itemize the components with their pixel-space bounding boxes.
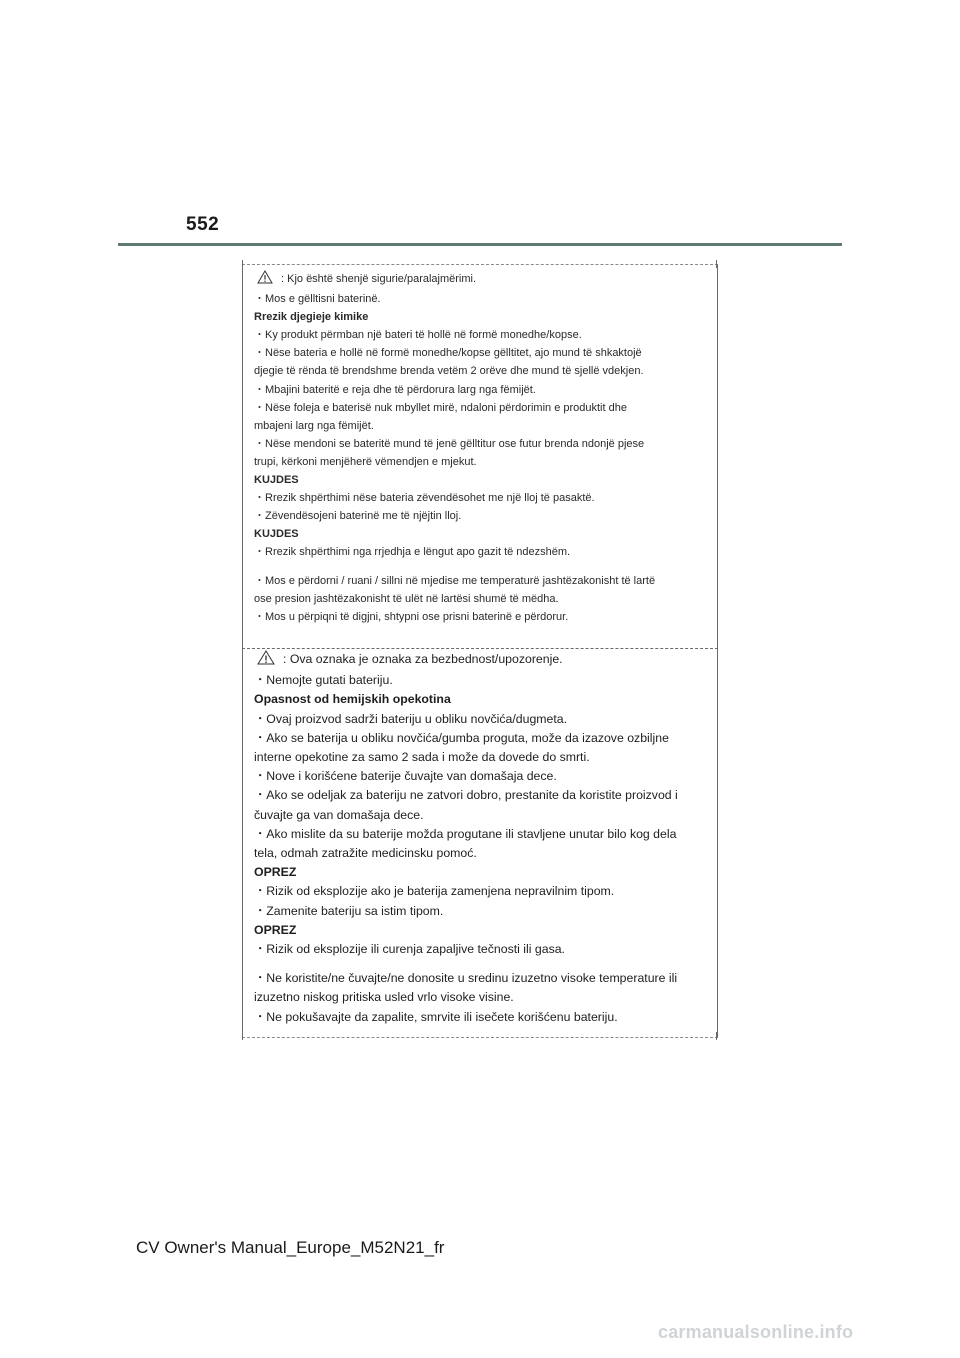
albanian-text-line: trupi, kërkoni menjëherë vëmendjen e mjekut. (254, 455, 477, 468)
serbian-text-line: čuvajte ga van domašaja dece. (254, 807, 424, 822)
serbian-lines (254, 671, 700, 1027)
serbian-warning-heading (254, 650, 700, 671)
corner-tick-top-right (716, 260, 717, 268)
albanian-text-line: ・Mos e gëlltisni baterinë. (254, 293, 381, 306)
albanian-section-heading: Rrezik djegieje kimike (254, 311, 369, 324)
corner-tick-bottom-right (716, 1032, 717, 1040)
serbian-text-line: ・Ne koristite/ne čuvajte/ne donosite u sredinu izuzetno visoke temperature ili (254, 971, 678, 986)
header-rule (118, 243, 842, 246)
albanian-text-line: ・Mbajini bateritë e reja dhe të përdorura larg nga fëmijët. (254, 383, 536, 396)
albanian-text-line: djegie të rënda të brendshme brenda vetëm 2 orëve dhe mund të sjellë vdekjen. (254, 365, 644, 378)
serbian-section-heading: OPREZ (254, 865, 297, 880)
serbian-text-line: ・Nemojte gutati bateriju. (254, 673, 393, 688)
albanian-section-heading: KUJDES (254, 528, 299, 541)
albanian-text-line: mbajeni larg nga fëmijët. (254, 419, 374, 432)
serbian-text-line: ・Ako se odeljak za bateriju ne zatvori dobro, prestanite da koristite proizvod i (254, 788, 678, 803)
albanian-warning-heading (254, 270, 700, 290)
warning-triangle-icon (257, 650, 275, 671)
corner-tick-top-left (242, 260, 243, 268)
serbian-text-line: ・Ovaj proizvod sadrži bateriju u obliku novčića/dugmeta. (254, 711, 568, 726)
footer-label: CV Owner's Manual_Europe_M52N21_fr (136, 1238, 445, 1257)
albanian-text-line: ・Nëse bateria e hollë në formë monedhe/kopse gëlltitet, ajo mund të shkaktojë (254, 347, 642, 360)
serbian-text-line: ・Ako mislite da su baterije možda progutane ili stavljene unutar bilo kog dela (254, 826, 677, 841)
serbian-text-line: ・Nove i korišćene baterije čuvajte van domašaja dece. (254, 769, 557, 784)
corner-tick-bottom-left (242, 1032, 243, 1040)
serbian-warning-symbol-label: : Ova oznaka je oznaka za bezbednost/upozorenje. (283, 652, 563, 666)
albanian-section-heading: KUJDES (254, 474, 299, 487)
serbian-text-line: ・Ako se baterija u obliku novčića/gumba proguta, može da izazove ozbiljne (254, 730, 669, 745)
albanian-text-line: ・Mos u përpiqni të digjni, shtypni ose prisni baterinë e përdorur. (254, 610, 569, 623)
albanian-warning-block (254, 270, 700, 626)
serbian-text-line: tela, odmah zatražite medicinsku pomoć. (254, 846, 477, 861)
serbian-text-line: ・Ne pokušavajte da zapalite, smrvite ili isečete korišćenu bateriju. (254, 1009, 618, 1024)
albanian-text-line: ・Rrezik shpërthimi nga rrjedhja e lëngut apo gazit të ndezshëm. (254, 546, 571, 559)
serbian-text-line: ・Zamenite bateriju sa istim tipom. (254, 903, 444, 918)
serbian-text-line: ・Rizik od eksplozije ili curenja zapaljive tečnosti ili gasa. (254, 942, 565, 957)
watermark: carmanualsonline.info (658, 1322, 854, 1342)
serbian-text-line: interne opekotine za samo 2 sada i može da dovede do smrti. (254, 750, 590, 765)
albanian-text-line: ・Zëvendësojeni baterinë me të njëjtin lloj. (254, 510, 462, 523)
serbian-warning-block (254, 650, 700, 1027)
albanian-text-line: ・Mos e përdorni / ruani / sillni në mjedise me temperaturë jashtëzakonisht të lartë (254, 574, 656, 587)
albanian-text-line: ose presion jashtëzakonisht të ulët në lartësi shumë të mëdha. (254, 592, 559, 605)
albanian-text-line: ・Rrezik shpërthimi nëse bateria zëvendësohet me një lloj të pasaktë. (254, 492, 595, 505)
serbian-text-line: ・Rizik od eksplozije ako je baterija zamenjena nepravilnim tipom. (254, 884, 615, 899)
serbian-section-heading: Opasnost od hemijskih opekotina (254, 692, 451, 707)
serbian-text-line: izuzetno niskog pritiska usled vrlo visoke visine. (254, 990, 514, 1005)
albanian-text-line: ・Nëse foleja e baterisë nuk mbyllet mirë, ndaloni përdorimin e produktit dhe (254, 401, 627, 414)
serbian-section-heading: OPREZ (254, 922, 297, 937)
albanian-text-line: ・Nëse mendoni se bateritë mund të jenë gëlltitur ose futur brenda ndonjë pjese (254, 437, 645, 450)
albanian-text-line: ・Ky produkt përmban një bateri të hollë në formë monedhe/kopse. (254, 329, 582, 342)
albanian-warning-symbol-label: : Kjo është shenjë sigurie/paralajmërimi. (281, 273, 477, 285)
page-number: 552 (186, 214, 220, 235)
warning-triangle-icon (257, 270, 273, 290)
section-divider (242, 648, 718, 649)
albanian-lines (254, 290, 700, 626)
